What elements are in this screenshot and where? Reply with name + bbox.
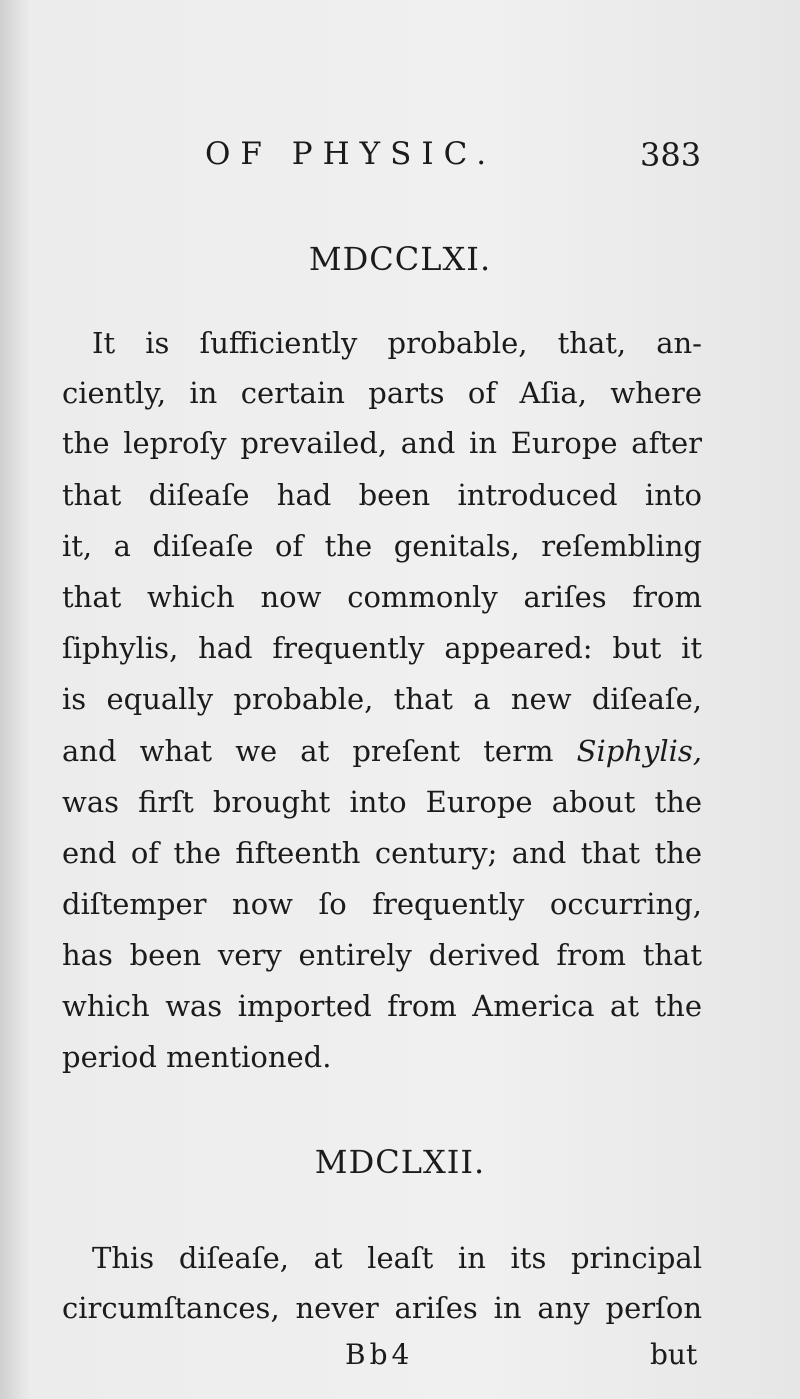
signature-mark: Bb4	[345, 1338, 414, 1371]
text-line: ciently, in certain parts of Aſia, where	[62, 376, 702, 410]
text-line: period mentioned.	[62, 1040, 332, 1074]
italic-term: Siphylis,	[576, 734, 702, 768]
text-line: was firſt brought into Europe about the	[62, 785, 702, 819]
section-heading: MDCCLXI.	[308, 240, 492, 278]
text-line: diſtemper now ſo frequently occurring,	[62, 887, 702, 921]
text-line	[62, 726, 702, 776]
catchword: but	[650, 1338, 698, 1371]
text-line: has been very entirely derived from that	[62, 938, 702, 972]
text-line: that which now commonly ariſes from	[62, 580, 702, 614]
text-line: ſiphylis, had frequently appeared: but it	[62, 631, 702, 665]
page-number: 383	[640, 136, 702, 174]
text-line: the leproſy prevailed, and in Europe after	[62, 426, 702, 460]
text-line: This diſeaſe, at leaſt in its principal	[92, 1241, 702, 1275]
section-heading: MDCLXII.	[314, 1143, 486, 1181]
running-head	[0, 128, 800, 188]
text-line: circumſtances, never ariſes in any perſon	[62, 1291, 702, 1325]
text-segment: and what we at preſent term	[62, 734, 554, 768]
running-head-title: OF PHYSIC.	[205, 136, 497, 172]
text-line: that diſeaſe had been introduced into	[62, 478, 702, 512]
text-line: which was imported from America at the	[62, 989, 702, 1023]
text-line: is equally probable, that a new diſeaſe,	[62, 682, 702, 716]
text-line: it, a diſeaſe of the genitals, reſembling	[62, 529, 702, 563]
text-line: It is ſufficiently probable, that, an-	[92, 326, 702, 360]
text-line: end of the fifteenth century; and that the	[62, 836, 702, 870]
